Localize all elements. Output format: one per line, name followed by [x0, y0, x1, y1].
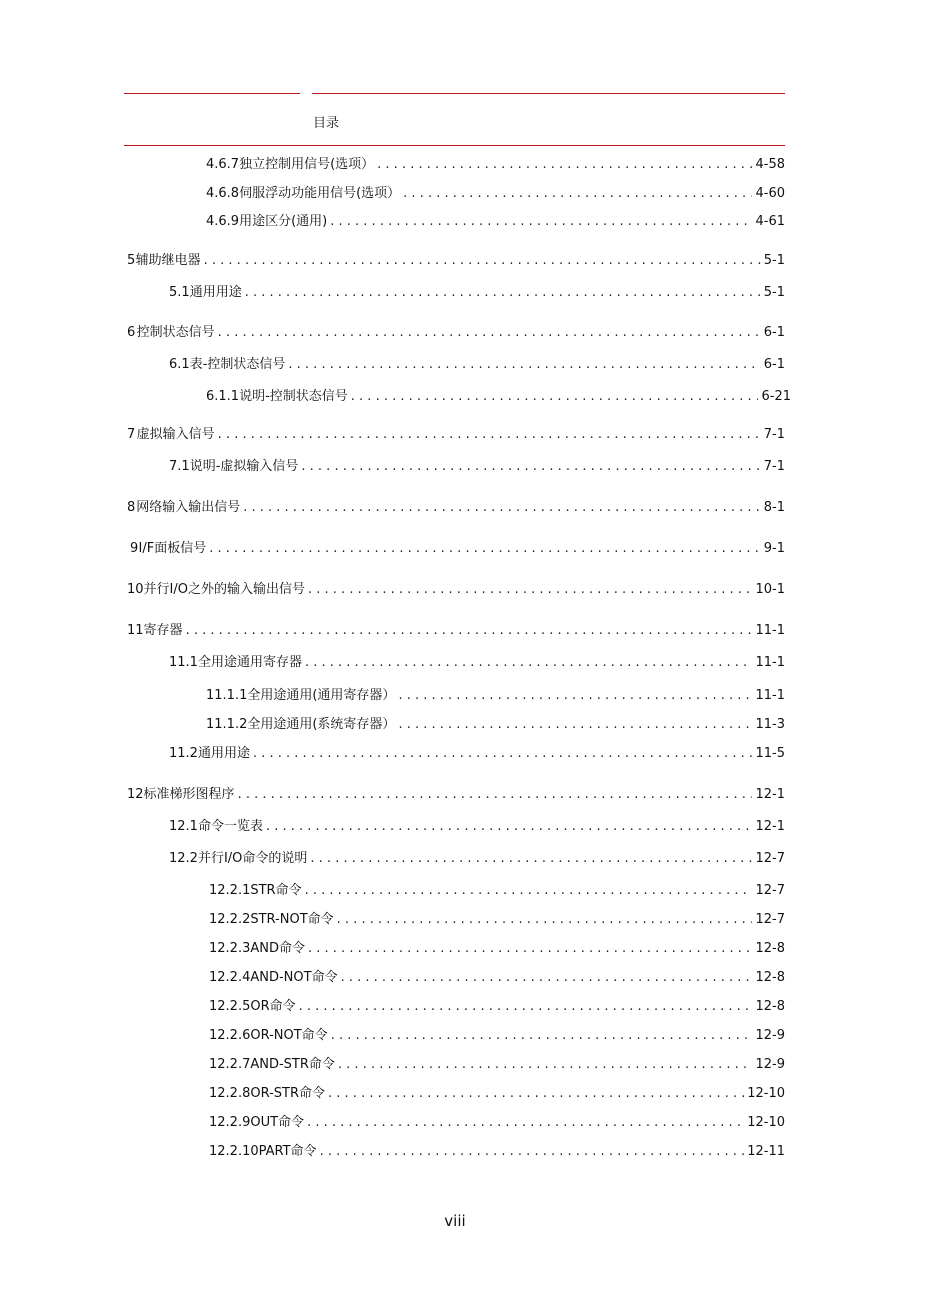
- toc-entry[interactable]: [209, 1056, 785, 1074]
- dot-leader: [204, 252, 761, 270]
- toc-entry-title: OR-STR命令: [250, 1086, 326, 1101]
- toc-entry-title: 并行I/O命令的说明: [197, 851, 308, 866]
- toc-entry-number: 11.2: [169, 746, 198, 761]
- dot-leader: [308, 581, 752, 599]
- toc-entry[interactable]: [209, 940, 785, 958]
- toc-entry-number: 4.6.8: [206, 186, 240, 201]
- toc-entry[interactable]: [127, 581, 785, 599]
- toc-entry-number: 6.1.1: [206, 389, 240, 404]
- toc-entry-number: 12.2: [169, 851, 198, 866]
- toc-entry-page: 6-1: [763, 357, 785, 372]
- toc-entry-page: 12-7: [755, 851, 785, 866]
- toc-entry-title: 表-控制状态信号: [189, 357, 286, 372]
- toc-entry-page: 7-1: [763, 427, 785, 442]
- toc-entry-page: 4-61: [755, 214, 785, 229]
- dot-leader: [338, 1056, 753, 1074]
- dot-leader: [288, 356, 760, 374]
- toc-entry[interactable]: [169, 458, 785, 476]
- dot-leader: [238, 786, 753, 804]
- dot-leader: [320, 1143, 745, 1161]
- toc-entry-page: 9-1: [763, 541, 785, 556]
- dot-leader: [330, 213, 752, 231]
- toc-entry-title: AND-NOT命令: [250, 970, 338, 985]
- dot-leader: [377, 156, 752, 174]
- toc-entry-number: 12.2.7: [209, 1057, 251, 1072]
- toc-entry-title: 全用途通用(通用寄存器）: [247, 688, 396, 703]
- dot-leader: [301, 458, 760, 476]
- toc-entry-title: 网络输入输出信号: [136, 500, 241, 515]
- toc-entry-title: 标准梯形图程序: [143, 787, 235, 802]
- toc-entry-title: 独立控制用信号(选项）: [239, 157, 375, 172]
- toc-entry-page: 6-21: [761, 389, 791, 404]
- toc-entry-number: 12.2.3: [209, 941, 251, 956]
- toc-entry-number: 12.2.8: [209, 1086, 251, 1101]
- toc-entry[interactable]: [169, 356, 785, 374]
- toc-entry-page: 12-10: [747, 1115, 785, 1130]
- toc-entry-title: 虚拟输入信号: [136, 427, 215, 442]
- dot-leader: [266, 818, 753, 836]
- toc-entry-page: 5-1: [763, 285, 785, 300]
- toc-entry[interactable]: [209, 911, 785, 929]
- toc-entry-page: 4-58: [755, 157, 785, 172]
- toc-entry-title: 寄存器: [143, 623, 183, 638]
- dot-leader: [243, 499, 761, 517]
- toc-entry-title: 全用途通用寄存器: [197, 655, 302, 670]
- toc-entry-title: 通用用途: [189, 285, 242, 300]
- toc-entry-title: OR-NOT命令: [250, 1028, 328, 1043]
- toc-entry-page: 12-10: [747, 1086, 785, 1101]
- toc-entry-title: 通用用途: [197, 746, 250, 761]
- toc-entry-number: 7: [127, 427, 136, 442]
- toc-entry-page: 12-1: [755, 819, 785, 834]
- toc-entry-number: 11.1.2: [206, 717, 248, 732]
- toc-entry-title: OR命令: [250, 999, 296, 1014]
- toc-entry-title: 控制状态信号: [136, 325, 215, 340]
- toc-entry-page: 11-1: [755, 655, 785, 670]
- dot-leader: [305, 654, 753, 672]
- toc-entry-page: 11-1: [755, 688, 785, 703]
- toc-entry[interactable]: [169, 818, 785, 836]
- toc-entry[interactable]: [209, 1027, 785, 1045]
- dot-leader: [310, 850, 752, 868]
- toc-entry[interactable]: [169, 745, 785, 763]
- toc-entry[interactable]: [169, 284, 785, 302]
- toc-entry[interactable]: [209, 998, 785, 1016]
- toc-entry-number: 12.2.9: [209, 1115, 251, 1130]
- toc-entry-title: 并行I/O之外的输入输出信号: [143, 582, 305, 597]
- dot-leader: [328, 1085, 744, 1103]
- toc-entry-page: 12-8: [755, 999, 785, 1014]
- toc-entry-page: 11-1: [755, 623, 785, 638]
- toc-entry-title: STR-NOT命令: [250, 912, 334, 927]
- toc-entry[interactable]: [206, 213, 785, 231]
- toc-entry-title: OUT命令: [250, 1115, 305, 1130]
- toc-entry-page: 12-9: [755, 1028, 785, 1043]
- toc-entry-title: PART命令: [258, 1144, 317, 1159]
- dot-leader: [186, 622, 753, 640]
- toc-entry-page: 12-11: [747, 1144, 785, 1159]
- toc-entry-title: 说明-虚拟输入信号: [189, 459, 299, 474]
- toc-entry[interactable]: [127, 324, 785, 342]
- toc-entry-page: 11-3: [755, 717, 785, 732]
- dot-leader: [305, 882, 753, 900]
- toc-entry[interactable]: [206, 388, 791, 406]
- toc-entry-title: 辅助继电器: [135, 253, 201, 268]
- toc-entry[interactable]: [127, 252, 785, 270]
- toc-entry-page: 12-9: [755, 1057, 785, 1072]
- toc-entry-title: 伺服浮动功能用信号(选项）: [239, 186, 401, 201]
- toc-entry[interactable]: [127, 786, 785, 804]
- toc-entry-page: 6-1: [763, 325, 785, 340]
- toc-entry-number: 12: [127, 787, 144, 802]
- dot-leader: [331, 1027, 753, 1045]
- toc-entry[interactable]: [206, 687, 785, 705]
- toc-entry-number: 7.1: [169, 459, 190, 474]
- toc-entry[interactable]: [209, 1114, 785, 1132]
- toc-entry-number: 11.1: [169, 655, 198, 670]
- dot-leader: [398, 687, 752, 705]
- toc-entry-page: 12-7: [755, 912, 785, 927]
- toc-entry[interactable]: [206, 716, 785, 734]
- toc-entry-number: 12.2.1: [209, 883, 251, 898]
- dot-leader: [351, 388, 759, 406]
- toc-entry-number: 6: [127, 325, 136, 340]
- toc-entry-number: 4.6.9: [206, 214, 240, 229]
- toc-entry-number: 12.2.4: [209, 970, 251, 985]
- toc-entry-number: 5: [127, 253, 136, 268]
- toc-entry[interactable]: [206, 185, 785, 203]
- toc-entry-number: 12.2.5: [209, 999, 251, 1014]
- toc-entry-number: 9: [130, 541, 139, 556]
- toc-entry-number: 11.1.1: [206, 688, 248, 703]
- toc-entry[interactable]: [206, 156, 785, 174]
- footer-page-number: viii: [444, 1212, 466, 1230]
- toc-entry-title: 说明-控制状态信号: [239, 389, 348, 404]
- toc-entry-number: 12.2.6: [209, 1028, 251, 1043]
- dot-leader: [253, 745, 753, 763]
- toc-entry-page: 5-1: [763, 253, 785, 268]
- toc-entry-page: 8-1: [763, 500, 785, 515]
- dot-leader: [307, 1114, 744, 1132]
- toc-entry[interactable]: [130, 540, 785, 558]
- toc-entry-number: 11: [127, 623, 144, 638]
- toc-entry-number: 10: [127, 582, 144, 597]
- toc-entry-number: 12.2.10: [209, 1144, 259, 1159]
- toc-entry-page: 10-1: [755, 582, 785, 597]
- toc-entry-title: AND命令: [250, 941, 305, 956]
- toc-entry-number: 4.6.7: [206, 157, 240, 172]
- toc-entry-page: 11-5: [755, 746, 785, 761]
- toc-entry-title: I/F面板信号: [138, 541, 207, 556]
- toc-entry-title: 全用途通用(系统寄存器）: [247, 717, 396, 732]
- toc-entry-page: 12-8: [755, 941, 785, 956]
- toc-entry-title: STR命令: [250, 883, 302, 898]
- toc-entry-number: 12.2.2: [209, 912, 251, 927]
- toc-entry[interactable]: [209, 882, 785, 900]
- toc-entry-page: 12-1: [755, 787, 785, 802]
- toc-entry-number: 8: [127, 500, 136, 515]
- toc-entry-title: AND-STR命令: [250, 1057, 335, 1072]
- dot-leader: [308, 940, 752, 958]
- dot-leader: [218, 426, 761, 444]
- toc-entry[interactable]: [209, 969, 785, 987]
- toc-entry-page: 4-60: [755, 186, 785, 201]
- toc-entry[interactable]: [127, 499, 785, 517]
- toc-entry[interactable]: [127, 622, 785, 640]
- dot-leader: [337, 911, 753, 929]
- dot-leader: [209, 540, 761, 558]
- toc-entry-page: 12-7: [755, 883, 785, 898]
- toc-entry-number: 6.1: [169, 357, 190, 372]
- toc-entry[interactable]: [169, 850, 785, 868]
- dot-leader: [403, 185, 752, 203]
- toc-entry-number: 12.1: [169, 819, 198, 834]
- dot-leader: [218, 324, 761, 342]
- page-title: 目录: [313, 116, 340, 131]
- toc-entry[interactable]: [127, 426, 785, 444]
- toc-entry-page: 12-8: [755, 970, 785, 985]
- dot-leader: [398, 716, 752, 734]
- dot-leader: [245, 284, 761, 302]
- toc-entry[interactable]: [209, 1085, 785, 1103]
- toc-entry[interactable]: [209, 1143, 785, 1161]
- toc-entry-page: 7-1: [763, 459, 785, 474]
- toc-entry[interactable]: [169, 654, 785, 672]
- toc-entry-title: 用途区分(通用): [239, 214, 328, 229]
- toc-entry-title: 命令一览表: [197, 819, 263, 834]
- dot-leader: [299, 998, 753, 1016]
- toc-entry-number: 5.1: [169, 285, 190, 300]
- dot-leader: [341, 969, 753, 987]
